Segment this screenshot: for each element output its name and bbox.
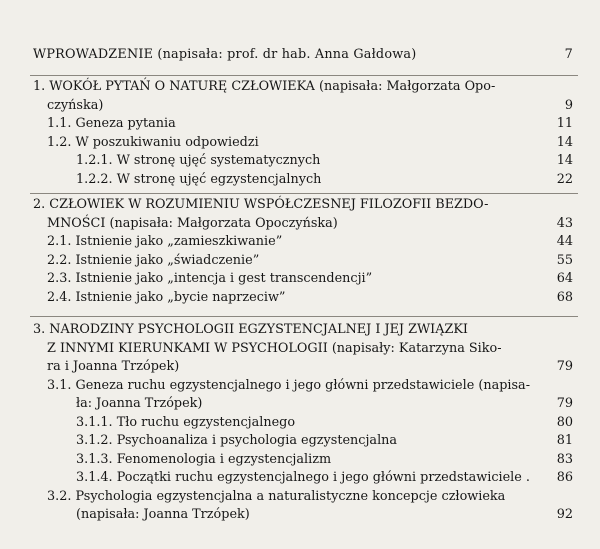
toc-ch2-s2-title: 2.2. Istnienie jako „świadczenie” (47, 252, 260, 268)
toc-ch3-s2-title-line2: (napisała: Joanna Trzópek) (76, 507, 250, 522)
toc-ch1-s21-page: 14 (556, 153, 573, 168)
toc-ch1-s1-page: 11 (556, 116, 573, 131)
toc-ch2-page: 43 (556, 215, 573, 231)
toc-ch1-s1-title: 1.1. Geneza pytania (47, 116, 176, 131)
toc-ch3-s13-page: 83 (556, 451, 573, 467)
toc-ch1-s22-title: 1.2.2. W stronę ujęć egzystencjalnych (76, 171, 322, 187)
toc-entry-ch1 (33, 78, 573, 189)
toc-ch3-page: 79 (556, 359, 573, 374)
toc-ch3-s2-page: 92 (556, 507, 573, 522)
toc-ch2-title-line1: 2. CZŁOWIEK W ROZUMIENIU WSPÓŁCZESNEJ FILOZOFII BEZDO- (33, 197, 489, 212)
toc-ch1-page: 9 (564, 97, 573, 113)
toc-ch3-s1-title-line1: 3.1. Geneza ruchu egzystencjalnego i jego główni przedstawiciele (napisa- (47, 377, 531, 393)
toc-ch3-s1-title-line2: ła: Joanna Trzópek) (76, 396, 203, 411)
toc-ch3-s12-title: 3.1.2. Psychoanaliza i psychologia egzystencjalna (76, 433, 398, 448)
toc-ch2-s3-title: 2.3. Istnienie jako „intencja i gest transcendencji” (47, 271, 373, 286)
toc-entry-ch3 (33, 321, 573, 525)
toc-ch3-s12-page: 81 (556, 433, 573, 448)
toc-ch2-s4-title: 2.4. Istnienie jako „bycie naprzeciw” (47, 289, 286, 305)
section-divider (30, 75, 578, 76)
toc-ch2-s3-page: 64 (556, 271, 573, 286)
toc-ch3-s11-title: 3.1.1. Tło ruchu egzystencjalnego (76, 414, 296, 430)
toc-ch2-s1-page: 44 (556, 234, 573, 249)
toc-ch3-title-line3: ra i Joanna Trzópek) (47, 359, 180, 374)
toc-entry-ch2 (33, 196, 573, 307)
toc-ch3-s14-page: 86 (556, 470, 573, 485)
toc-ch1-title-line1: 1. WOKÓŁ PYTAŃ O NATURĘ CZŁOWIEKA (napisała: Małgorzata Opo- (33, 79, 496, 94)
toc-entry-intro (33, 46, 573, 65)
toc-intro-title: WPROWADZENIE (napisała: prof. dr hab. Anna Gałdowa) (33, 47, 417, 62)
toc-ch2-s1-title: 2.1. Istnienie jako „zamieszkiwanie” (47, 234, 283, 249)
toc-ch1-s2-page: 14 (556, 134, 573, 150)
toc-ch2-s4-page: 68 (556, 289, 573, 305)
toc-ch3-s13-title: 3.1.3. Fenomenologia i egzystencjalizm (76, 451, 332, 467)
toc-ch2-title-line2: MNOŚCI (napisała: Małgorzata Opoczyńska) (47, 215, 338, 231)
toc-ch1-title-line2: czyńska) (47, 97, 104, 113)
toc-ch3-s2-title-line1: 3.2. Psychologia egzystencjalna a naturalistyczne koncepcje człowieka (47, 488, 506, 504)
section-divider (30, 316, 578, 317)
toc-ch3-title-line1: 3. NARODZINY PSYCHOLOGII EGZYSTENCJALNEJ I JEJ ZWIĄZKI (33, 322, 468, 337)
toc-intro-page: 7 (564, 47, 573, 62)
toc-ch2-s2-page: 55 (556, 252, 573, 268)
section-divider (30, 193, 578, 194)
toc-ch3-s14-title: 3.1.4. Początki ruchu egzystencjalnego i jego główni przedstawiciele . (76, 470, 530, 485)
toc-ch1-s2-title: 1.2. W poszukiwaniu odpowiedzi (47, 134, 259, 150)
toc-ch3-title-line2: Z INNYMI KIERUNKAMI W PSYCHOLOGII (napisały: Katarzyna Siko- (47, 340, 502, 356)
toc-ch1-s22-page: 22 (556, 171, 573, 187)
toc-ch3-s11-page: 80 (556, 414, 573, 430)
toc-ch1-s21-title: 1.2.1. W stronę ujęć systematycznych (76, 153, 321, 168)
toc-ch3-s1-page: 79 (556, 396, 573, 411)
